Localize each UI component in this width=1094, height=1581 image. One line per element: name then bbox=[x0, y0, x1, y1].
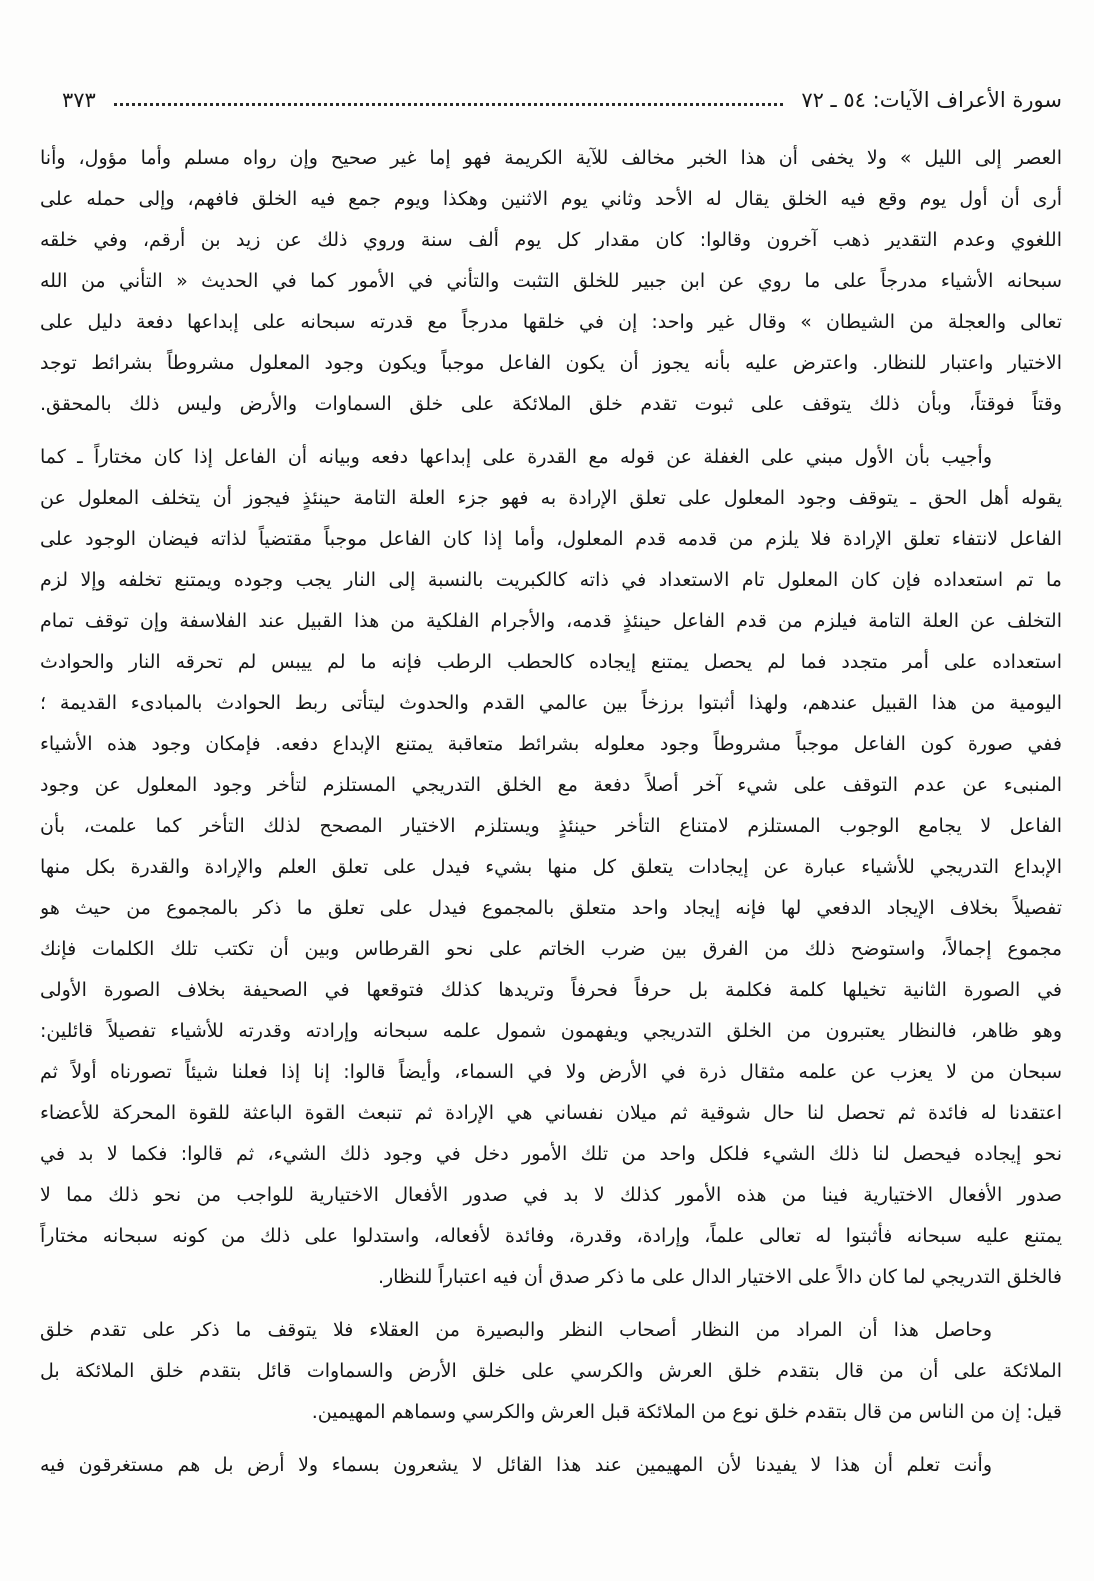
surah-heading: سورة الأعراف الآيات: ٥٤ ـ ٧٢ bbox=[801, 88, 1062, 112]
text-line: الفاعل لانتفاء تعلق الإرادة فلا يلزم من قدمه قدم المعلول، وأما إذا كان الفاعل موجباً مقتضياً لذاته فيضان الوجود على bbox=[40, 528, 1062, 550]
text-line: ما تم استعداده فإن كان المعلول تام الاستعداد في ذاته كالكبريت بالنسبة إلى النار يجب وجوده ويمتنع تخلفه وإلا لزم bbox=[40, 569, 1062, 591]
paragraph bbox=[40, 1310, 1062, 1433]
text-line: صدور الأفعال الاختيارية فينا من هذه الأمور كذلك لا بد في صدور الأفعال الاختيارية للواجب من نحو ذلك مما لا bbox=[40, 1184, 1062, 1206]
text-line: فالخلق التدريجي لما كان دالاً على الاختيار الدال على ما ذكر صدق أن فيه اعتباراً للنظار. bbox=[377, 1266, 1062, 1288]
text-line: وأنت تعلم أن هذا لا يفيدنا لأن المهيمين عند هذا القائل لا يشعرون بسماء ولا أرض بل هم مستغرقون فيه bbox=[40, 1454, 992, 1476]
text-line: يمتنع عليه سبحانه فأثبتوا له تعالى علماً، وإرادة، وقدرة، وفائدة لأفعاله، واستدلوا على ذلك من كونه سبحانه مختاراً bbox=[40, 1225, 1062, 1247]
text-line: الملائكة على أن من قال بتقدم خلق العرش والكرسي على خلق الأرض والسماوات قائل بتقدم خلق الملائكة بل bbox=[40, 1360, 1062, 1382]
text-line: وقتاً فوقتاً، وبأن ذلك يتوقف على ثبوت تقدم خلق الملائكة على خلق السماوات والأرض وليس ذلك بالمحقق. bbox=[40, 393, 1062, 415]
text-line: مجموع إجمالاً، واستوضح ذلك من الفرق بين ضرب الخاتم على نحو القرطاس وبين أن تكتب تلك الكلمات فإنك bbox=[40, 938, 1062, 960]
text-line: العصر إلى الليل » ولا يخفى أن هذا الخبر مخالف للآية الكريمة فهو إما غير صحيح وإن رواه مسلم وأما مؤول، وأنا bbox=[40, 147, 1062, 169]
text-line: تفصيلاً بخلاف الإيجاد الدفعي لها فإنه إيجاد واحد متعلق بالمجموع فيدل على تعلق ما ذكر بالمجموع من حيث هو bbox=[40, 897, 1062, 919]
paragraph bbox=[40, 1445, 1062, 1486]
leader-dots bbox=[114, 103, 783, 106]
text-line: سبحانه الأشياء مدرجاً على ما روي عن ابن جبير للخلق التثبت والتأني في الأمور كما في الحديث « التأني من الله bbox=[40, 270, 1062, 292]
text-line: المنبىء عن عدم التوقف على شيء آخر أصلاً دفعة مع الخلق التدريجي المستلزم لتأخر وجود المعلول عن وجود bbox=[40, 774, 1062, 796]
text-line: استعداده على أمر متجدد فما لم يحصل يمتنع إيجاده كالحطب الرطب فإنه ما لم ييبس لم تحرقه النار والحوادث bbox=[40, 651, 1062, 673]
text-line: الإبداع التدريجي للأشياء عبارة عن إيجادات يتعلق كل منها بشيء فيدل على تعلق العلم والإرادة والقدرة بكل منها bbox=[40, 856, 1062, 878]
text-line: ففي صورة كون الفاعل موجباً مشروطاً وجود معلوله بشرائط متعاقبة يمتنع الإبداع دفعه. فإمكان وجود هذه الأشياء bbox=[40, 733, 1062, 755]
text-line: اللغوي وعدم التقدير ذهب آخرون وقالوا: كان مقدار كل يوم ألف سنة وروي ذلك عن زيد بن أرقم، وفي خلقه bbox=[40, 229, 1062, 251]
page-number: ٣٧٣ bbox=[62, 88, 96, 112]
text-line: الفاعل لا يجامع الوجوب المستلزم لامتناع التأخر حينئذٍ ويستلزم الاختيار المصحح لذلك التأخر كما علمت، بأن bbox=[40, 815, 1062, 837]
text-line: التخلف عن العلة التامة فيلزم من قدم الفاعل حينئذٍ قدمه، والأجرام الفلكية من هذا القبيل عند الفلاسفة وإن توقف تمام bbox=[40, 610, 1062, 632]
text-line: اليومية من هذا القبيل عندهم، ولهذا أثبتوا برزخاً بين عالمي القدم والحدوث ليتأتى ربط الحوادث بالمبادىء القديمة ؛ bbox=[40, 692, 1062, 714]
text-line: الاختيار واعتبار للنظار. واعترض عليه بأنه يجوز أن يكون الفاعل موجباً ويكون وجود المعلول مشروطاً بشرائط توجد bbox=[40, 352, 1062, 374]
paragraph bbox=[40, 437, 1062, 1298]
text-line: تعالى والعجلة من الشيطان » وقال غير واحد: إن في خلقها مدرجاً مع قدرته سبحانه على إبداعها دفعة دليل على bbox=[40, 311, 1062, 333]
paragraph bbox=[40, 138, 1062, 425]
text-line: أرى أن أول يوم وقع فيه الخلق يقال له الأحد وثاني يوم الاثنين وهكذا ويوم جمع فيه الخلق فافهم، وإلى حمله على bbox=[40, 188, 1062, 210]
text-line: سبحان من لا يعزب عن علمه مثقال ذرة في الأرض ولا في السماء، وأيضاً قالوا: إنا إذا فعلنا شيئاً تصورناه أولاً ثم bbox=[40, 1061, 1062, 1083]
body-text bbox=[40, 138, 1062, 1498]
text-line: يقوله أهل الحق ـ يتوقف وجود المعلول على تعلق الإرادة به فهو جزء العلة التامة حينئذٍ فيجوز أن يتخلف المعلول عن bbox=[40, 487, 1062, 509]
running-header bbox=[62, 80, 1062, 120]
text-line: نحو إيجاده فيحصل لنا ذلك الشيء فلكل واحد من تلك الأمور دخل في وجود ذلك الشيء، ثم قالوا: فكما لا بد في bbox=[40, 1143, 1062, 1165]
text-line: وهو ظاهر، فالنظار يعتبرون من الخلق التدريجي ويفهمون شمول علمه سبحانه وإرادته وقدرته للأشياء تفصيلاً قائلين: bbox=[40, 1020, 1062, 1042]
text-line: وحاصل هذا أن المراد من النظار أصحاب النظر والبصيرة من العقلاء فلا يتوقف ما ذكر على تقدم خلق bbox=[40, 1319, 992, 1341]
text-line: قيل: إن من الناس من قال بتقدم خلق نوع من الملائكة قبل العرش والكرسي وسماهم المهيمين. bbox=[311, 1401, 1062, 1423]
text-line: وأجيب بأن الأول مبني على الغفلة عن قوله مع القدرة على إبداعها دفعه وبيانه أن الفاعل إذا كان مختاراً ـ كما bbox=[40, 446, 992, 468]
text-line: في الصورة الثانية تخيلها كلمة فكلمة بل حرفاً فحرفاً وتريدها كذلك فتوقعها في الصحيفة بخلاف الصورة الأولى bbox=[40, 979, 1062, 1001]
text-line: اعتقدنا له فائدة ثم تحصل لنا حال شوقية ثم ميلان نفساني هي الإرادة ثم تنبعث القوة الباعثة للقوة المحركة للأعضاء bbox=[40, 1102, 1062, 1124]
